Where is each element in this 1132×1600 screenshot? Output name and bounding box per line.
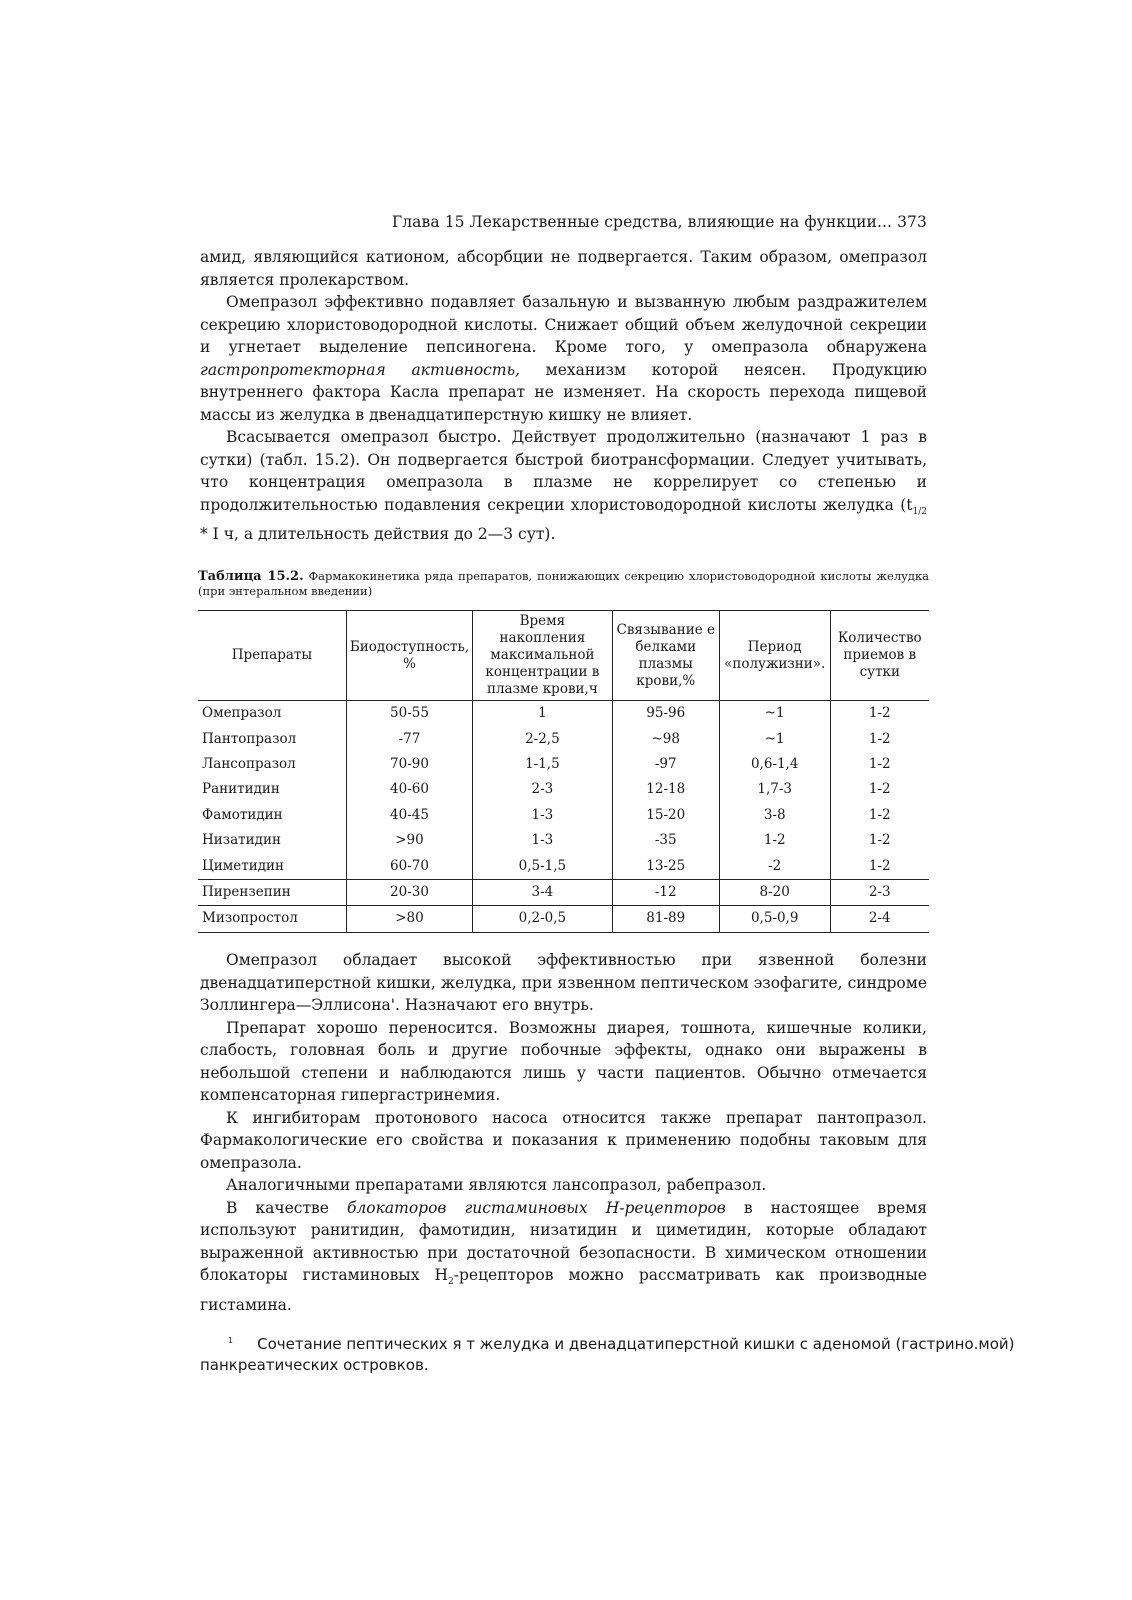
running-header: Глава 15 Лекарственные средства, влияющие на функции... 373: [391, 213, 927, 231]
body-text-bottom: [200, 949, 927, 1316]
table-cell: 1-2: [830, 828, 929, 853]
italic-term: гастропротекторная активность,: [200, 360, 520, 379]
table-cell: 2-2,5: [473, 726, 612, 751]
table-cell: 3-4: [473, 879, 612, 905]
drug-name-cell: Пирензепин: [198, 879, 346, 905]
table-row: [198, 828, 929, 853]
table-cell: 1-2: [830, 701, 929, 727]
table-cell: 2-3: [830, 879, 929, 905]
italic-term: блокаторов гистаминовых Н-рецепторов: [346, 1198, 726, 1217]
paragraph: Омепразол обладает высокой эффективностью при язвенной болезни двенадцатиперстной кишки, желудка, при язвенном пептическом эзофагите, синдроме Золлингера—Эллисона'. Назначают его внутрь.: [200, 951, 927, 1014]
table-cell: 0,2-0,5: [473, 906, 612, 932]
drug-name-cell: Пантопразол: [202, 730, 297, 747]
table-row: [198, 701, 929, 727]
drug-name-cell: Лансопразол: [202, 755, 296, 772]
footnote-text: Сочетание пептических я т желудка и двенадцатиперстной кишки с аденомой (гастрино.мой) панкреатических островков.: [200, 1335, 1015, 1374]
table-caption-text: Фармакокинетика ряда препаратов, понижающих секрецию хлористоводородной кислоты желудка (при энтеральном введении): [198, 569, 930, 598]
subscript: 1/2: [912, 506, 927, 517]
table-cell: 1-2: [830, 853, 929, 879]
table-cell: ~98: [612, 726, 719, 751]
paragraph: Омепразол эффективно подавляет базальную и вызванную любым раздражителем секрецию хлористоводородной кислоты. Снижает общий объем желудочной секреции и угнетает выделение пепсиногена. Кроме того, у омепразола обнаружена гастропротекторная активность, механизм которой неясен. Продукцию внутреннего фактора Касла препарат не изменяет. На скорость перехода пищевой массы из желудка в двенадцатиперстную кишку не влияет.: [200, 293, 927, 424]
table-cell: 1-1,5: [473, 752, 612, 777]
drug-name-cell: Фамотидин: [202, 806, 283, 823]
table-cell: 70-90: [346, 752, 472, 777]
column-header: Время накопления максимальной концентрации в плазме крови,ч: [473, 611, 612, 701]
column-header: Связывание е белками плазмы крови,%: [612, 611, 719, 701]
paragraph: К ингибиторам протонового насоса относится также препарат пантопразол. Фармакологические его свойства и показания к применению подобны таковым для омепразола.: [200, 1108, 927, 1172]
table-cell: 50-55: [346, 701, 472, 727]
table-cell: 0,5-0,9: [719, 906, 830, 932]
table-cell: 0,5-1,5: [473, 853, 612, 879]
table-cell: -12: [612, 879, 719, 905]
drug-name-cell: Циметидин: [202, 857, 285, 874]
paragraph: Всасывается омепразол быстро. Действует продолжительно (назначают 1 раз в сутки) (табл. 15.2). Он подвергается быстрой биотрансформации. Следует учитывать, что концентрация омепразола в плазме не коррелирует со степенью и продолжительностью подавления секреции хлористоводородной кислоты желудка ($t_{1/2}$ * I ч, а длительность действия до 2—3 сут).: [200, 428, 927, 544]
subscript: 2: [448, 1277, 454, 1288]
drug-name-cell: Ранитидин: [202, 781, 280, 798]
paragraph: Препарат хорошо переносится. Возможны диарея, тошнота, кишечные колики, слабость, головная боль и другие побочные эффекты, однако они выражены в небольшой степени и наблюдаются лишь у части пациентов. Обычно отмечается компенсаторная гипергастринемия.: [200, 1018, 927, 1104]
table-caption-label: Таблица 15.2.: [198, 569, 304, 584]
table-cell: 1-2: [830, 803, 929, 828]
table-cell: 2-4: [830, 906, 929, 932]
table-row: [198, 752, 929, 777]
table-cell: >80: [346, 906, 472, 932]
table-cell: 12-18: [612, 777, 719, 802]
column-header: Количество приемов в сутки: [830, 611, 929, 701]
paragraph: В качестве блокаторов гистаминовых Н-рецепторов в настоящее время используют ранитидин, фамотидин, низатидин и циметидин, которые обладают выраженной активностью при достаточной безопасности. В химическом отношении блокаторы гистаминовых $Н_2$-рецепторов можно рассматривать как производные гистамина.: [200, 1198, 928, 1314]
table-cell: ~1: [719, 701, 830, 727]
table-cell: 1,7-3: [719, 777, 830, 802]
paragraph: Аналогичными препаратами являются лансопразол, рабепразол.: [226, 1176, 767, 1194]
table-cell: 20-30: [346, 879, 472, 905]
table-cell: 1-3: [473, 803, 612, 828]
table-cell: 95-96: [612, 701, 719, 727]
table-row: [198, 853, 929, 879]
drug-name-cell: Омепразол: [202, 705, 282, 722]
table-cell: -35: [612, 828, 719, 853]
table-cell: 81-89: [612, 906, 719, 932]
table-caption: [198, 569, 929, 599]
paragraph: амид, являющийся катионом, абсорбции не подвергается. Таким образом, омепразол является пролекарством.: [200, 248, 927, 289]
table-cell: 8-20: [719, 879, 830, 905]
table-cell: 1-2: [719, 828, 830, 853]
column-header: Препараты: [198, 611, 346, 701]
table-cell: 0,6-1,4: [719, 752, 830, 777]
drug-name-cell: Низатидин: [202, 832, 281, 849]
footnote-mark: 1: [228, 1336, 234, 1345]
drug-name-cell: Мизопростол: [198, 906, 346, 932]
table-cell: -97: [612, 752, 719, 777]
table-cell: >90: [346, 828, 472, 853]
table-cell: 1-3: [473, 828, 612, 853]
table-cell: 2-3: [473, 777, 612, 802]
table-row: [198, 777, 929, 802]
table-cell: -77: [346, 726, 472, 751]
table-cell: ~1: [719, 726, 830, 751]
table-cell: 1: [473, 701, 612, 727]
table-cell: 40-45: [346, 803, 472, 828]
table-cell: 3-8: [719, 803, 830, 828]
footnote: [200, 1330, 1040, 1376]
table-row: [198, 726, 929, 751]
table-cell: 1-2: [830, 752, 929, 777]
table-cell: 60-70: [346, 853, 472, 879]
column-header: Период «полужизни».: [719, 611, 830, 701]
table-cell: 40-60: [346, 777, 472, 802]
table-cell: -2: [719, 853, 830, 879]
table-row: [198, 803, 929, 828]
table-cell: 13-25: [612, 853, 719, 879]
table-cell: 1-2: [830, 777, 929, 802]
table-row: [198, 906, 929, 932]
table-header-row: [198, 611, 929, 701]
table-row: [198, 879, 929, 905]
pharmacokinetics-table: [198, 610, 929, 933]
table-cell: 1-2: [830, 726, 929, 751]
table-cell: 15-20: [612, 803, 719, 828]
body-text-top: [200, 246, 927, 546]
column-header: Биодоступность, %: [346, 611, 472, 701]
